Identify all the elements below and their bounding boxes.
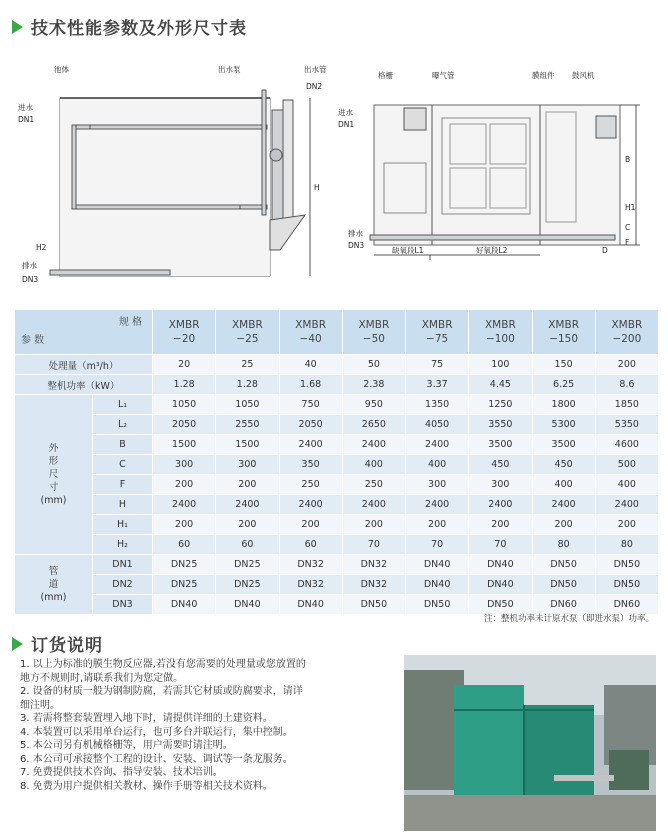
model-name: XMBR	[295, 319, 326, 331]
table-cell: 250	[279, 475, 342, 495]
table-cell: 80	[595, 535, 658, 555]
label-aerobic: 好氧段L2	[476, 246, 508, 255]
spec-table	[14, 309, 659, 615]
label-inlet-left: 进水	[18, 103, 33, 112]
model-name: XMBR	[548, 319, 579, 331]
model-size: −150	[549, 333, 579, 345]
table-cell: 1250	[469, 395, 532, 415]
table-cell: 3500	[469, 435, 532, 455]
table-cell: 1050	[153, 395, 216, 415]
table-cell: 200	[595, 515, 658, 535]
table-cell: 100	[469, 355, 532, 375]
label-drain-dn-left: DN3	[22, 275, 39, 284]
model-name: XMBR	[231, 319, 263, 331]
label-inlet-right: 进水	[338, 108, 353, 117]
table-cell: 3550	[469, 415, 532, 435]
table-row	[15, 415, 659, 435]
order-item: 4. 本装置可以采用单台运行，也可多台并联运行，集中控制。	[20, 726, 293, 738]
table-cell: 450	[532, 455, 595, 475]
table-cell: 60	[153, 535, 216, 555]
order-item: 5. 本公司另有机械格栅等，用户需要时请注明。	[20, 740, 233, 751]
table-cell: 75	[406, 355, 469, 375]
table-cell: 200	[469, 515, 532, 535]
table-cell: 1500	[216, 435, 279, 455]
model-name: XMBR	[421, 319, 453, 331]
table-cell: DN40	[406, 555, 469, 575]
table-cell: 70	[406, 535, 469, 555]
model-name: XMBR	[168, 319, 200, 331]
table-cell: 200	[532, 515, 595, 535]
table-cell: 1050	[216, 395, 279, 415]
table-cell: 300	[469, 475, 532, 495]
table-cell: DN50	[532, 575, 595, 595]
table-cell: 2400	[279, 435, 342, 455]
table-cell: 2400	[342, 495, 405, 515]
table-cell: 400	[595, 475, 658, 495]
label-f: F	[625, 238, 630, 247]
table-cell: DN40	[469, 575, 532, 595]
section-title-order	[12, 631, 103, 656]
label-outlet-pipe: 出水管	[304, 65, 327, 74]
row-label: C	[93, 455, 153, 475]
table-cell: 300	[406, 475, 469, 495]
label-blower: 鼓风机	[572, 71, 595, 80]
table-cell: 2050	[279, 415, 342, 435]
triangle-bullet-icon	[12, 20, 23, 34]
table-cell: 2400	[153, 495, 216, 515]
table-cell: DN50	[595, 555, 658, 575]
table-cell: 2.38	[342, 375, 405, 395]
table-cell: DN32	[279, 555, 342, 575]
table-cell: 750	[279, 395, 342, 415]
label-outlet-dn: DN2	[306, 82, 323, 91]
side-view-drawing	[50, 90, 310, 276]
order-item: 3. 若需将整套装置埋入地下时，请提供详细的土建资料。	[20, 713, 273, 724]
row-label: H₁	[93, 515, 153, 535]
order-item: 7. 免费提供技术咨询、指导安装、技术培训。	[20, 767, 223, 778]
table-row	[15, 575, 659, 595]
label-h1: H1	[625, 203, 636, 212]
table-cell: 70	[342, 535, 405, 555]
table-cell: 2650	[342, 415, 405, 435]
table-cell: 200	[216, 515, 279, 535]
order-item: 1. 以上为标准的膜生物反应器,若没有您需要的处理量或您放置的	[20, 659, 306, 670]
table-cell: DN40	[469, 555, 532, 575]
label-inlet-dn-right: DN1	[338, 120, 355, 129]
table-cell: 200	[406, 515, 469, 535]
table-cell: 2400	[406, 495, 469, 515]
table-cell: DN50	[532, 555, 595, 575]
page-title: 技术性能参数及外形尺寸表	[31, 19, 247, 39]
table-cell: 400	[406, 455, 469, 475]
label-drain-left: 排水	[22, 261, 37, 270]
table-cell: 200	[153, 475, 216, 495]
table-cell: 1500	[153, 435, 216, 455]
row-label: L₂	[93, 415, 153, 435]
table-cell: DN50	[595, 575, 658, 595]
table-row	[15, 435, 659, 455]
model-header-cell	[342, 310, 405, 355]
order-item: 地方不规则时,请联系我们为您定做。	[20, 672, 184, 684]
table-cell: 60	[216, 535, 279, 555]
table-cell: 150	[532, 355, 595, 375]
order-item: 6. 本公司可承接整个工程的设计、安装、调试等一条龙服务。	[20, 753, 293, 765]
table-cell: 200	[153, 515, 216, 535]
table-cell: DN40	[406, 575, 469, 595]
table-cell: 5350	[595, 415, 658, 435]
row-label: 整机功率（kW）	[15, 375, 153, 395]
table-cell: DN50	[406, 595, 469, 615]
table-cell: 25	[216, 355, 279, 375]
table-cell: DN32	[342, 575, 405, 595]
table-cell: 200	[279, 515, 342, 535]
table-cell: 1.68	[279, 375, 342, 395]
section-title-specs	[12, 14, 247, 39]
table-note: 注：整机功率未计原水泵（即进水泵）功率。	[483, 614, 654, 624]
table-cell: 350	[279, 455, 342, 475]
triangle-bullet-icon	[12, 637, 23, 651]
table-cell: DN50	[342, 595, 405, 615]
corner-label-spec: 规 格	[118, 317, 142, 328]
table-cell: 3.37	[406, 375, 469, 395]
table-cell: 4600	[595, 435, 658, 455]
table-cell: 2400	[216, 495, 279, 515]
label-anoxic: 缺氧段L1	[392, 246, 424, 255]
model-size: −40	[299, 333, 322, 345]
table-cell: 4050	[406, 415, 469, 435]
table-cell: 2400	[342, 435, 405, 455]
table-cell: 20	[153, 355, 216, 375]
table-cell: 6.25	[532, 375, 595, 395]
table-cell: 2050	[153, 415, 216, 435]
model-size: −75	[426, 333, 449, 345]
table-cell: 1.28	[216, 375, 279, 395]
model-size: −50	[362, 333, 385, 345]
row-label: DN2	[93, 575, 153, 595]
label-outlet-pump: 出水泵	[218, 65, 241, 74]
table-cell: 40	[279, 355, 342, 375]
table-cell: 2400	[532, 495, 595, 515]
row-label: H	[93, 495, 153, 515]
model-size: −100	[485, 333, 515, 345]
group-label-dimensions: 外 形 尺 寸 (mm)	[15, 395, 93, 555]
table-cell: 3500	[532, 435, 595, 455]
table-cell: DN32	[342, 555, 405, 575]
table-cell: DN40	[216, 595, 279, 615]
table-cell: DN32	[279, 575, 342, 595]
row-label: DN3	[93, 595, 153, 615]
label-h2: H2	[36, 243, 47, 252]
table-cell: 1.28	[153, 375, 216, 395]
table-cell: 400	[532, 475, 595, 495]
model-size: −200	[612, 333, 642, 345]
table-cell: 300	[153, 455, 216, 475]
table-cell: 250	[342, 475, 405, 495]
table-cell: 300	[216, 455, 279, 475]
row-label: DN1	[93, 555, 153, 575]
label-b: B	[625, 155, 631, 164]
label-d: D	[602, 246, 608, 255]
table-cell: 1350	[406, 395, 469, 415]
table-corner-cell	[15, 310, 153, 355]
plan-view-drawing	[370, 105, 640, 260]
table-cell: 8.6	[595, 375, 658, 395]
order-title: 订货说明	[31, 636, 103, 656]
table-cell: 50	[342, 355, 405, 375]
table-cell: 450	[469, 455, 532, 475]
table-cell: DN25	[153, 555, 216, 575]
table-cell: 4.45	[469, 375, 532, 395]
table-cell: 500	[595, 455, 658, 475]
table-cell: 950	[342, 395, 405, 415]
table-cell: 200	[342, 515, 405, 535]
model-name: XMBR	[358, 319, 390, 331]
model-header-cell	[216, 310, 279, 355]
table-cell: 200	[216, 475, 279, 495]
label-drain-right: 排水	[348, 229, 363, 238]
table-cell: 5300	[532, 415, 595, 435]
label-drain-dn-right: DN3	[348, 241, 365, 250]
table-row	[15, 375, 659, 395]
table-cell: DN40	[153, 595, 216, 615]
table-row	[15, 555, 659, 575]
table-cell: 2400	[469, 495, 532, 515]
table-cell: DN50	[469, 595, 532, 615]
model-header-cell	[532, 310, 595, 355]
table-cell: 200	[595, 355, 658, 375]
row-label: 处理量（m³/h）	[15, 355, 153, 375]
table-row	[15, 455, 659, 475]
table-row	[15, 475, 659, 495]
label-aeration-pipe: 曝气管	[432, 71, 455, 80]
equipment-drawings	[0, 50, 668, 300]
model-header-cell	[406, 310, 469, 355]
order-notes-list	[20, 658, 390, 793]
order-item: 8. 免费为用户提供相关教材、操作手册等相关技术资料。	[20, 780, 273, 792]
table-cell: 2400	[279, 495, 342, 515]
table-cell: 70	[469, 535, 532, 555]
row-label: H₂	[93, 535, 153, 555]
table-cell: DN60	[532, 595, 595, 615]
equipment-photo	[404, 655, 656, 831]
table-cell: DN25	[216, 575, 279, 595]
table-cell: 60	[279, 535, 342, 555]
model-size: −20	[173, 333, 196, 345]
row-label: F	[93, 475, 153, 495]
table-row	[15, 355, 659, 375]
label-inlet-dn-left: DN1	[18, 115, 35, 124]
table-cell: DN60	[595, 595, 658, 615]
table-row	[15, 395, 659, 415]
table-row	[15, 515, 659, 535]
table-cell: 400	[342, 455, 405, 475]
label-h: H	[314, 183, 320, 192]
table-cell: 2550	[216, 415, 279, 435]
table-cell: 1850	[595, 395, 658, 415]
corner-label-param: 参 数	[21, 335, 45, 346]
label-tank: 池体	[54, 65, 69, 74]
label-membrane: 膜组件	[532, 71, 555, 80]
model-name: XMBR	[611, 319, 643, 331]
order-item: 细注明。	[20, 699, 60, 711]
table-cell: 1800	[532, 395, 595, 415]
model-header-cell	[595, 310, 658, 355]
group-label-pipes: 管 道 (mm)	[15, 555, 93, 615]
table-row	[15, 495, 659, 515]
model-header-cell	[153, 310, 216, 355]
order-item: 2. 设备的材质一般为钢制防腐，若需其它材质或防腐要求，请详	[20, 686, 303, 697]
table-cell: DN25	[216, 555, 279, 575]
table-header-row	[15, 310, 659, 355]
model-header-cell	[469, 310, 532, 355]
table-row	[15, 535, 659, 555]
table-cell: 80	[532, 535, 595, 555]
table-cell: 2400	[595, 495, 658, 515]
table-cell: 2400	[406, 435, 469, 455]
row-label: B	[93, 435, 153, 455]
table-cell: DN25	[153, 575, 216, 595]
model-name: XMBR	[484, 319, 516, 331]
label-grille: 格栅	[378, 71, 393, 80]
table-cell: DN40	[279, 595, 342, 615]
row-label: L₁	[93, 395, 153, 415]
model-size: −25	[236, 333, 259, 345]
label-c: C	[625, 223, 631, 232]
model-header-cell	[279, 310, 342, 355]
